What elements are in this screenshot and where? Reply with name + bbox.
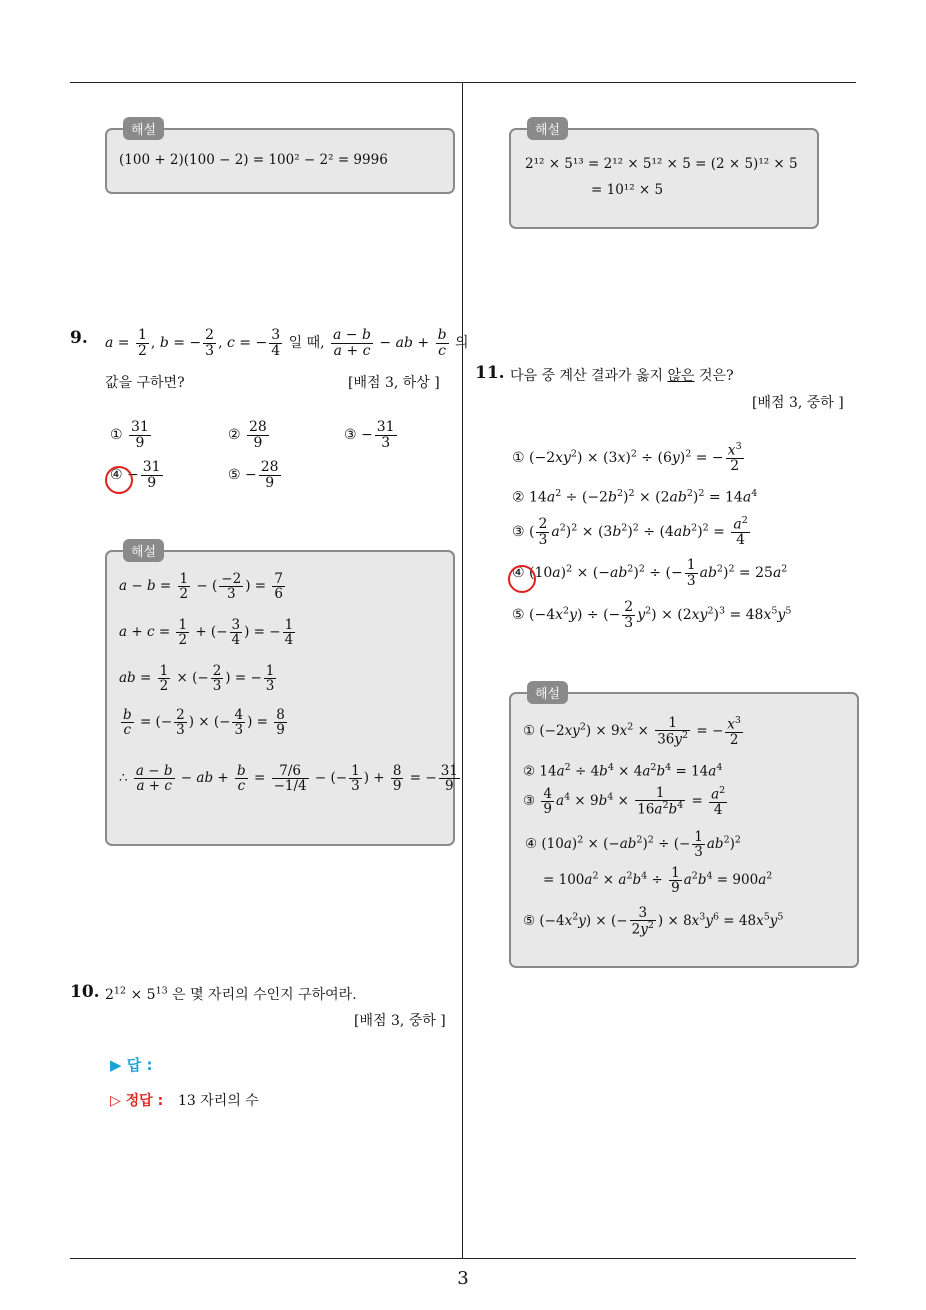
q11-choice-5[interactable]: ⑤ $(-4x^2y)$ ÷ (− $\frac{2}{3}$ $y^2) \times (2xy^2)^3 = 48x^5y^5$: [512, 599, 792, 631]
q9-choice-3[interactable]: ③ − $\frac{31}{3}$: [344, 419, 395, 451]
q11-explanation-line-4: ④ $(10a)^2 \times (-ab^2)^2$ ÷ (− $\frac{1}{3}$ $ab^2)^2$: [525, 829, 741, 861]
q9-choice-5[interactable]: ⑤ − $\frac{28}{9}$: [228, 459, 279, 491]
q11-text-main: 다음 중 계산 결과가 옳지: [510, 368, 664, 384]
q11-text-underlined: 않은: [667, 368, 695, 384]
q9-condition: a = $\frac{1}{2}$ , b = − $\frac{2}{3}$ , c = − $\frac{3}{4}$ 일 때, $\frac{a - b}{a + c}$ − ab + $\frac{b}{c}$ 의: [105, 327, 469, 359]
q11-explanation-line-3: ③ $\frac{4}{9}$ $a^4 \times 9b^4$ × $\frac{1}{16a^2b^4}$ = $\frac{a^2}{4}$: [523, 785, 726, 818]
column-divider: [462, 82, 463, 1258]
q10-answer-label: ▶ 답 :: [110, 1056, 153, 1074]
q11-number: 11.: [475, 363, 505, 383]
q9-number: 9.: [70, 328, 88, 348]
q10-solution-label: ▷ 정답 :: [110, 1093, 164, 1109]
q11-choice-2[interactable]: ② $14a^2 \div (-2b^2)^2 \times (2ab^2)^2 = 14a^4$: [512, 488, 758, 506]
q11-explanation-line-1: ① $(-2xy^2) \times 9x^2$ × $\frac{1}{36y^2}$ = − $\frac{x^3}{2}$: [523, 715, 741, 748]
explanation-tag: 해설: [527, 681, 568, 704]
q8-explanation-line: (100 + 2)(100 − 2) = 100² − 2² = 9996: [119, 152, 388, 168]
q11-choice-4[interactable]: ④ $(10a)^2 \times (-ab^2)^2$ ÷ (− $\frac{1}{3}$ $ab^2)^2 = 25a^2$: [512, 557, 788, 589]
q11-explanation-line-5: = $100a^2 \times a^2b^4$ ÷ $\frac{1}{9}$ $a^2b^4 = 900a^2$: [543, 865, 773, 897]
q11-choice-3[interactable]: ③ ( $\frac{2}{3}$ $a^2)^2 \times (3b^2)^2 \div (4ab^2)^2$ = $\frac{a^2}{4}$: [512, 515, 748, 549]
q11-score: [배점 3, 중하 ]: [752, 395, 844, 411]
q9-explanation-box: [105, 545, 458, 846]
explanation-tag: 해설: [123, 117, 164, 140]
explanation-tag: 해설: [123, 539, 164, 562]
bottom-rule: [70, 1258, 856, 1259]
q9-explanation-line-5: ∴ $\frac{a - b}{a + c}$ − ab + $\frac{b}{c}$ = $\frac{7/6}{-1/4}$ − (− $\frac{1}{3}$ ) + $\frac{8}{9}$ = − $\frac{31}{9}$: [119, 763, 458, 795]
q11-explanation-line-2: ② $14a^2 \div 4b^4 \times 4a^2b^4 = 14a^4$: [523, 762, 723, 780]
q11-explanation-box: [509, 687, 859, 968]
q10-explanation-line-1: 2¹² × 5¹³ = 2¹² × 5¹² × 5 = (2 × 5)¹² × 5: [525, 156, 798, 172]
q9-selected-mark: [105, 466, 133, 494]
q9-explanation-line-1: a − b = $\frac{1}{2}$ − ( $\frac{-2}{3}$ ) = $\frac{7}{6}$: [119, 571, 283, 603]
top-rule: [70, 82, 856, 83]
q11-selected-mark: [508, 565, 536, 593]
q9-choice-1[interactable]: ① $\frac{31}{9}$: [110, 419, 149, 451]
q10-explanation-box: [509, 123, 819, 229]
q9-choice-4[interactable]: ④ − $\frac{31}{9}$: [110, 459, 161, 491]
page-number: 3: [457, 1268, 469, 1289]
q11-text: [510, 365, 734, 385]
q11-choice-1[interactable]: ① $(-2xy^2) \times (3x)^2 \div (6y)^2$ = − $\frac{x^3}{2}$: [512, 441, 742, 475]
q8-explanation-box: [105, 123, 455, 194]
explanation-tag: 해설: [527, 117, 568, 140]
q9-question-line2: 값을 구하면?: [105, 375, 185, 391]
q10-text-tail: 은 몇 자리의 수인지 구하여라.: [172, 987, 357, 1003]
q10-text: $2^{12} \times 5^{13}$ 은 몇 자리의 수인지 구하여라.: [105, 985, 357, 1003]
q11-explanation-line-6: ⑤ $(-4x^2y)$ × (− $\frac{3}{2y^2}$ ) × $8x^3y^6 = 48x^5y^5$: [523, 905, 784, 938]
q10-explanation-line-2: = 10¹² × 5: [591, 182, 664, 198]
q10-score: [배점 3, 중하 ]: [354, 1013, 446, 1029]
q9-score: [배점 3, 하상 ]: [348, 375, 440, 391]
q9-explanation-line-3: ab = $\frac{1}{2}$ × (− $\frac{2}{3}$ ) = − $\frac{1}{3}$: [119, 663, 275, 695]
q9-explanation-line-2: a + c = $\frac{1}{2}$ + (− $\frac{3}{4}$ ) = − $\frac{1}{4}$: [119, 617, 294, 649]
q9-condition-tail: 일 때,: [288, 335, 325, 352]
q9-question-tail: 의: [454, 335, 469, 352]
q9-explanation-line-4: $\frac{b}{c}$ = (− $\frac{2}{3}$ ) × (− $\frac{4}{3}$ ) = $\frac{8}{9}$: [123, 707, 285, 739]
q11-text-tail: 것은?: [699, 368, 734, 384]
q10-solution-value: 13 자리의 수: [178, 1093, 259, 1109]
q10-number: 10.: [70, 982, 100, 1002]
q9-choice-2[interactable]: ② $\frac{28}{9}$: [228, 419, 267, 451]
